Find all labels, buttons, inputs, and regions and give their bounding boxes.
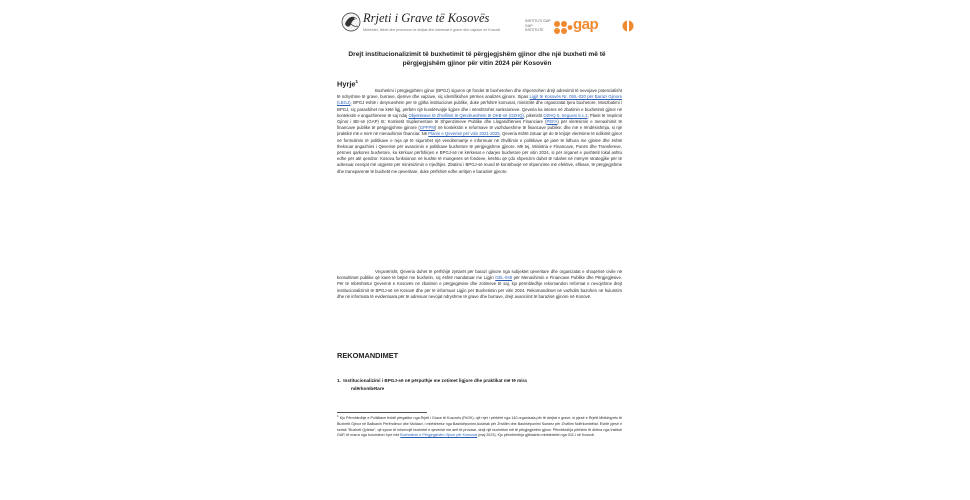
paragraph-text: , Qeveria është zotuar që do të krijojë vlerësime të ndikimit gjinor në formulimin të politikave e reja që të sigurohet një vendimmarrje e informuar në zhvillimin e politikave që janë të lidhura me gjininë dhe është theksuar angazhimi i Qeverisë për avancimin e politikave buxhetore të përgjegjshme gjinore. Më tej, Ministria e Financave, Punës dhe Transfereve, përmes qarkores buxhetore, ka kërkuar përfshirjen e BPGJ-së në kërkesat e ndarjes buxhetore për vitin 2024, si për organet e pushtetit lokal ashtu edhe për atë qendror. Kosova funksionon në kushte të mungesës së fondeve, kështu që çdo shpenzim duhet të ndahet në mënyrë strategjike për të adresuar nevojat më urgjente për minimizimin e rrjedhjes. Zbatimi i BPGJ-së mund të kontribuojë në shpenzime më efektive, efikase, të përgjegjshme dhe transparente të buxhetit me qeveritare, duke përfshirë edhe arritjen e barazisë gjinore. bbox=[337, 131, 622, 174]
document-page bbox=[329, 0, 629, 500]
paragraph-text: , pikërisht bbox=[523, 112, 544, 118]
footnote-ref: 1 bbox=[355, 79, 359, 84]
org-tagline: Mbështet, lidhet dhe promovon te drejtat dhe interesat e grave dhe vajzave në Kosovë bbox=[363, 28, 501, 32]
recommendations-heading: REKOMANDIMET bbox=[337, 351, 399, 360]
gap-dots-icon bbox=[553, 20, 573, 34]
paragraph-text: Veçanërisht, Qeveria duhet të përfshijë zyrtarët për barazi gjinore nga subjektet qeveritare dhe organizatat e shoqërisë civile në konsultimet publike që kanë të bëjnë me buxhetin, siç është mandatuar me Ligjin bbox=[337, 269, 622, 281]
gap-wordmark: gap bbox=[573, 16, 599, 33]
bird-logo-icon bbox=[341, 10, 361, 34]
intro-paragraph-1 bbox=[337, 88, 622, 175]
document-title: Drejt institucionalizimit të buxhetimit të përgjegjshëm gjinor dhe një buxheti më të përgjegjshëm gjinor për vitin 2024 për Kosovën bbox=[348, 51, 606, 67]
paragraph-text: , BPGJ është i detyrueshëm për të gjitha institucionet publike, duke përfshirë komunat, ministritë dhe organizatat tjera buxhetore. Moszbatimi i BPGJ, siç parashihet me këtë ligj, përbën një kundërvajtje ligjore dhe i nënshtrohet sanksioneve. Qeveria ka interes në zbatimin e buxhetimit gjinor në kontekstin e angazhimeve të saj ndaj bbox=[337, 100, 622, 118]
inline-link[interactable]: OZHQ 5, treguesi 5.c.1 bbox=[543, 112, 588, 118]
recommendation-1 bbox=[337, 377, 577, 392]
gap-institute-logo bbox=[525, 17, 635, 37]
inline-link[interactable]: Objektivave të Zhvillimit të Qëndrueshëm të OKB-së (OZHQ) bbox=[408, 112, 524, 118]
gap-mark-icon bbox=[622, 20, 634, 32]
page-header bbox=[341, 8, 631, 40]
inline-link[interactable]: 03/L-048 bbox=[495, 275, 513, 281]
footnote-link[interactable]: Buxhetimin e Përgjegjshëm Gjinor për Komunat bbox=[400, 433, 478, 438]
inline-link[interactable]: PEFA bbox=[546, 119, 558, 125]
intro-heading: Hyrje$^1$ bbox=[337, 79, 359, 89]
paragraph-text: ; Planit të Veprimit Gjinor i BE-së (GAP) III; Komitetit Suplementare të Shpenzimeve Publike dhe Llogaridhënies Financiare ( bbox=[337, 112, 622, 125]
footnote: $^1$ Kjo Përmbledhje e Politikave është përgatitur nga Rrjeti i Grave të Kosovës (RrGK), një rrjet i përbërë nga 140 organizata për të drejtat e grave, si pjesë e Rrjetit Mbikëqyrës të Buxhetit Gjinor në Ballkanin Perëndimor dhe Moldavi, i mbështetur nga Bashkëpunimi Austriak për Zhvillim dhe Bashkëpunimi Suedez për Zhvillim Ndërkombëtar. Është pjesë e serisë "Buxheti Qytetar", që synon të informojë buxhetet e qeverisë me anë të provave, drejt një buxhetimi më të përgjegjshëm gjinor. Përmbledhja përfshin të dhëna nga Instituti GAP, të marra nga hulumtimi i tyre mbi Buxhetimin e Përgjegjshëm Gjinor për Komunat (maj 2023). Kjo përmbledhja gjithashtu mbështetet nga GIZ-i në Kosovë. bbox=[337, 414, 622, 438]
inline-link[interactable]: Ligjit të Kosovës Nr. 05/L-020 për Barazi Gjinore (LBGJ) bbox=[337, 94, 622, 106]
paragraph-text: ) për vlerësimin e menaxhimit të financave publike të përgjegjshme gjinore ( bbox=[337, 119, 623, 131]
org-name: Rrjeti i Grave të Kosovës bbox=[363, 11, 490, 25]
kwn-logo bbox=[341, 8, 511, 40]
recommendation-number: 1. bbox=[337, 378, 341, 383]
paragraph-text: për Menaxhimin e Financave Publike dhe Përgjegjësive. Për të mbështetur Qeverinë e Kosovës në zbatimin e përgjegjësive dhe zotimeve të saj, kjo përmbledhje rekomandon reformat e nevojshme drejt institucionalizimit të BPGJ-së në Kosovë dhe për të informuar Ligjin për Buxhetimin për vitin 2024. Rekomandimet në vazhdim bazohen në hulumtim dhe në informata të evidentuara për të adresuar nevojat ndryshme të grave dhe burrave, drejt avancimit të barazisë gjinore në Kosovë. bbox=[337, 275, 622, 299]
inline-link[interactable]: Planin e Qeverisë për vitin 2021-2025 bbox=[428, 131, 500, 137]
recommendation-title: Institucionalizimi i BPGJ-së në përputhje me zotimet ligjore dhe praktikat më të mira bbox=[343, 378, 527, 383]
paragraph-text: Buxhetimi i përgjegjshëm gjinor (BPGJ) siguron që fondet të buxhetohen dhe shpenzohen drejt adresimit të nevojave potencialisht të ndryshme të grave, burrave, djemve dhe vajzave, siç identifikohen përmes analizës gjinore. Sipas bbox=[337, 88, 622, 100]
paragraph-text: ) në kontekstin e reformave të vazhdueshme të financave publike; dhe më e rëndësishmja, si një praktikë më e mirë në menaxhimin financiar. Në bbox=[337, 125, 622, 137]
footnote-divider bbox=[337, 412, 427, 413]
intro-paragraph-2 bbox=[337, 269, 622, 300]
gap-institute-label: INSTITUTI GAP GAP INSTITUTE bbox=[525, 19, 551, 32]
inline-link[interactable]: GPFPM bbox=[419, 125, 435, 131]
recommendation-title-cont: ndërkombëtare bbox=[351, 385, 385, 391]
